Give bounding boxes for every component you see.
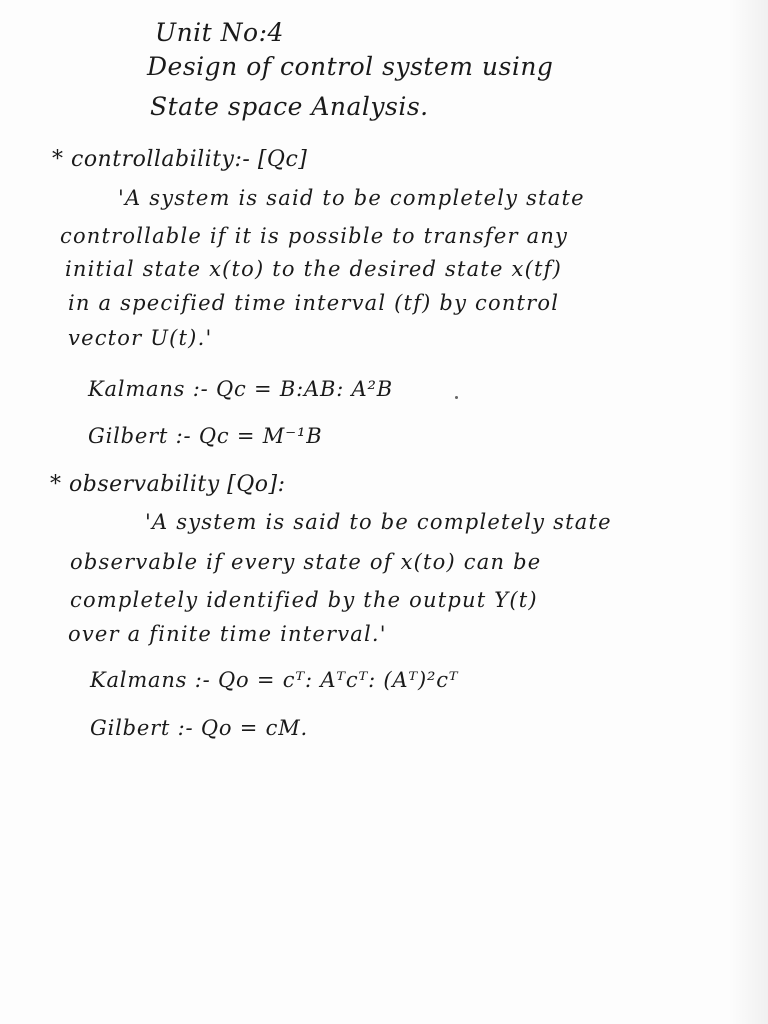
controllability-def-line-5: vector U(t).' [68, 326, 213, 350]
controllability-def-line-3: initial state x(to) to the desired state x(tf) [65, 257, 562, 281]
stray-dot [455, 396, 458, 399]
controllability-kalman-formula: Kalmans :- Qc = B:AB: A²B [88, 377, 393, 401]
unit-number: Unit No:4 [155, 18, 284, 47]
observability-heading: * observability [Qo]: [50, 472, 286, 497]
observability-def-line-3: completely identified by the output Y(t) [70, 588, 538, 612]
observability-def-line-1: 'A system is said to be completely state [145, 510, 612, 534]
title-line-1: Design of control system using [147, 52, 554, 81]
controllability-heading: * controllability:- [Qc] [52, 147, 308, 172]
observability-gilbert-formula: Gilbert :- Qo = cM. [90, 716, 309, 740]
controllability-def-line-4: in a specified time interval (tf) by control [68, 291, 560, 315]
page-edge-shadow [728, 0, 768, 1024]
controllability-gilbert-formula: Gilbert :- Qc = M⁻¹B [88, 424, 323, 448]
observability-def-line-2: observable if every state of x(to) can be [70, 550, 542, 574]
controllability-def-line-2: controllable if it is possible to transfer any [60, 224, 569, 248]
observability-def-line-4: over a finite time interval.' [68, 622, 387, 646]
controllability-def-line-1: 'A system is said to be completely state [118, 186, 585, 210]
title-line-2: State space Analysis. [150, 92, 429, 121]
observability-kalman-formula: Kalmans :- Qo = cᵀ: Aᵀcᵀ: (Aᵀ)²cᵀ [90, 668, 459, 692]
